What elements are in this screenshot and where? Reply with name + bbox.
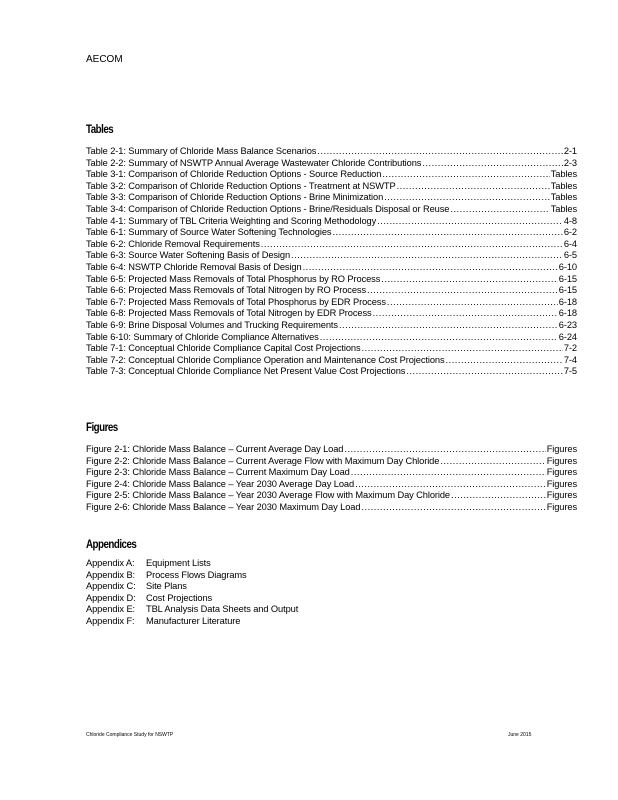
entry-page[interactable]: 6-10	[558, 261, 577, 272]
appendix-title[interactable]: TBL Analysis Data Sheets and Output	[146, 604, 299, 615]
table-entry[interactable]	[86, 297, 577, 309]
entry-title[interactable]: Table 3-1: Comparison of Chloride Reduction Options - Source Reduction	[86, 169, 382, 180]
dot-leader	[320, 332, 558, 344]
entry-title[interactable]: Table 6-2: Chloride Removal Requirements	[86, 238, 260, 249]
dot-leader	[382, 169, 549, 181]
entry-title[interactable]: Table 6-8: Projected Mass Removals of Total Nitrogen by EDR Process	[86, 308, 372, 319]
dot-leader	[344, 444, 545, 456]
table-entry[interactable]	[86, 239, 577, 251]
entry-page[interactable]: Tables	[550, 203, 577, 214]
table-entry[interactable]	[86, 216, 577, 228]
dot-leader	[351, 467, 546, 479]
entry-title[interactable]: Table 6-1: Summary of Source Water Softening Technologies	[86, 227, 332, 238]
appendices-heading: Appendices	[86, 539, 137, 551]
appendix-entry[interactable]	[86, 581, 577, 593]
entry-title[interactable]: Table 2-1: Summary of Chloride Mass Balance Scenarios	[86, 146, 317, 156]
entry-title[interactable]: Table 6-5: Projected Mass Removals of Total Phosphorus by RO Process	[86, 273, 381, 284]
entry-title[interactable]: Figure 2-1: Chloride Mass Balance – Current Average Day Load	[86, 444, 344, 454]
table-entry[interactable]	[86, 146, 577, 158]
figure-entry[interactable]	[86, 502, 577, 514]
footer-date: June 2015	[508, 732, 532, 738]
figure-entry[interactable]	[86, 456, 577, 468]
dot-leader	[381, 274, 557, 286]
tables-heading: Tables	[86, 124, 114, 136]
dot-leader	[339, 320, 558, 332]
appendix-entry[interactable]	[86, 604, 577, 616]
dot-leader	[397, 181, 550, 193]
entry-title[interactable]: Table 7-3: Conceptual Chloride Compliance Net Present Value Cost Projections	[86, 366, 406, 377]
entry-title[interactable]: Table 6-6: Projected Mass Removals of Total Nitrogen by RO Process	[86, 285, 367, 296]
entry-title[interactable]: Table 4-1: Summary of TBL Criteria Weighting and Scoring Methodology	[86, 215, 377, 226]
entry-page[interactable]: 7-2	[563, 343, 577, 354]
entry-page[interactable]: 6-5	[563, 250, 577, 261]
figures-list	[86, 444, 577, 514]
appendix-key: Appendix F:	[86, 615, 135, 626]
entry-page[interactable]: Tables	[550, 180, 577, 191]
entry-title[interactable]: Figure 2-6: Chloride Mass Balance – Year 2030 Maximum Day Load	[86, 501, 361, 512]
dot-leader	[387, 297, 558, 309]
table-entry[interactable]	[86, 332, 577, 344]
entry-page[interactable]: 7-5	[563, 366, 577, 377]
entry-title[interactable]: Table 6-7: Projected Mass Removals of Total Phosphorus by EDR Process	[86, 296, 386, 307]
page-header: AECOM	[86, 54, 123, 65]
dot-leader	[303, 262, 558, 274]
entry-page[interactable]: 2-3	[563, 157, 577, 168]
entry-title[interactable]: Table 7-1: Conceptual Chloride Compliance Capital Cost Projections	[86, 343, 361, 354]
appendix-title[interactable]: Manufacturer Literature	[146, 615, 241, 626]
appendix-entry[interactable]	[86, 558, 577, 570]
entry-page[interactable]: 6-18	[558, 296, 577, 307]
figures-heading: Figures	[86, 422, 118, 434]
dot-leader	[361, 502, 545, 514]
entry-page[interactable]: Figures	[546, 478, 577, 489]
entry-title[interactable]: Figure 2-4: Chloride Mass Balance – Year 2030 Average Day Load	[86, 478, 355, 489]
table-entry[interactable]	[86, 366, 577, 378]
figure-entry[interactable]	[86, 467, 577, 479]
entry-title[interactable]: Table 6-9: Brine Disposal Volumes and Trucking Requirements	[86, 319, 338, 330]
entry-page[interactable]: 6-23	[558, 319, 577, 330]
dot-leader	[440, 456, 545, 468]
figure-entry[interactable]	[86, 490, 577, 502]
figure-entry[interactable]	[86, 479, 577, 491]
table-entry[interactable]	[86, 250, 577, 262]
dot-leader	[377, 216, 563, 228]
entry-title[interactable]: Table 3-2: Comparison of Chloride Reduction Options - Treatment at NSWTP	[86, 180, 396, 191]
dot-leader	[373, 308, 558, 320]
dot-leader	[367, 285, 558, 297]
entry-title[interactable]: Table 7-2: Conceptual Chloride Compliance Operation and Maintenance Cost Projections	[86, 354, 445, 365]
tables-list	[86, 146, 577, 378]
entry-title[interactable]: Table 6-4: NSWTP Chloride Removal Basis of Design	[86, 261, 302, 272]
table-entry[interactable]	[86, 355, 577, 367]
table-entry[interactable]	[86, 158, 577, 170]
appendix-title[interactable]: Cost Projections	[146, 592, 213, 603]
appendix-title[interactable]: Process Flows Diagrams	[146, 569, 247, 580]
table-entry[interactable]	[86, 308, 577, 320]
entry-page[interactable]: 6-18	[558, 308, 577, 319]
entry-page[interactable]: Figures	[546, 455, 577, 466]
table-entry[interactable]	[86, 192, 577, 204]
appendix-key: Appendix D:	[86, 592, 136, 603]
entry-title[interactable]: Table 2-2: Summary of NSWTP Annual Average Wastewater Chloride Contributions	[86, 157, 422, 168]
table-entry[interactable]	[86, 320, 577, 332]
entry-page[interactable]: Figures	[546, 467, 577, 478]
figure-entry[interactable]	[86, 444, 577, 456]
entry-page[interactable]: Tables	[550, 192, 577, 203]
table-entry[interactable]	[86, 262, 577, 274]
entry-page[interactable]: 6-15	[558, 273, 577, 284]
appendix-title[interactable]: Site Plans	[146, 581, 187, 592]
entry-title[interactable]: Figure 2-5: Chloride Mass Balance – Year 2030 Average Flow with Maximum Day Chloride	[86, 490, 451, 501]
footer-title: Chloride Compliance Study for NSWTP	[86, 732, 174, 738]
dot-leader	[450, 204, 549, 216]
appendix-entry[interactable]	[86, 593, 577, 605]
entry-page[interactable]: 6-2	[563, 227, 577, 238]
dot-leader	[451, 490, 546, 502]
entry-page[interactable]: 6-24	[558, 331, 577, 342]
entry-title[interactable]: Table 6-3: Source Water Softening Basis of Design	[86, 250, 291, 261]
entry-page[interactable]: Tables	[550, 169, 577, 180]
dot-leader	[384, 192, 550, 204]
table-entry[interactable]	[86, 204, 577, 216]
entry-title[interactable]: Figure 2-2: Chloride Mass Balance – Current Average Flow with Maximum Day Chloride	[86, 455, 440, 466]
appendices-list	[86, 558, 577, 628]
appendix-entry[interactable]	[86, 616, 577, 628]
entry-page[interactable]: 6-4	[563, 238, 577, 249]
entry-title[interactable]: Figure 2-3: Chloride Mass Balance – Current Maximum Day Load	[86, 467, 350, 478]
entry-page[interactable]: Figures	[546, 501, 577, 512]
dot-leader	[406, 366, 563, 378]
dot-leader	[355, 479, 546, 491]
entry-title[interactable]: Table 6-10: Summary of Chloride Compliance Alternatives	[86, 331, 319, 342]
entry-title[interactable]: Table 3-4: Comparison of Chloride Reduction Options - Brine/Residuals Disposal or Reuse	[86, 203, 450, 214]
appendix-key: Appendix A:	[86, 558, 135, 568]
appendix-key: Appendix B:	[86, 569, 136, 580]
dot-leader	[317, 146, 563, 158]
appendix-key: Appendix C:	[86, 581, 136, 592]
table-entry[interactable]	[86, 274, 577, 286]
entry-page[interactable]: 6-15	[558, 285, 577, 296]
table-entry[interactable]	[86, 181, 577, 193]
entry-title[interactable]: Table 3-3: Comparison of Chloride Reduction Options - Brine Minimization	[86, 192, 384, 203]
entry-page[interactable]: 7-4	[563, 354, 577, 365]
entry-page[interactable]: 2-1	[563, 146, 577, 156]
table-entry[interactable]	[86, 169, 577, 181]
entry-page[interactable]: Figures	[546, 444, 577, 454]
dot-leader	[362, 343, 563, 355]
dot-leader	[446, 355, 563, 367]
dot-leader	[422, 158, 563, 170]
table-entry[interactable]	[86, 343, 577, 355]
entry-page[interactable]: 4-8	[563, 215, 577, 226]
dot-leader	[291, 250, 563, 262]
table-entry[interactable]	[86, 227, 577, 239]
appendix-key: Appendix E:	[86, 604, 136, 615]
dot-leader	[261, 239, 563, 251]
appendix-title[interactable]: Equipment Lists	[146, 558, 211, 568]
appendix-entry[interactable]	[86, 570, 577, 582]
dot-leader	[332, 227, 562, 239]
table-entry[interactable]	[86, 285, 577, 297]
entry-page[interactable]: Figures	[546, 490, 577, 501]
